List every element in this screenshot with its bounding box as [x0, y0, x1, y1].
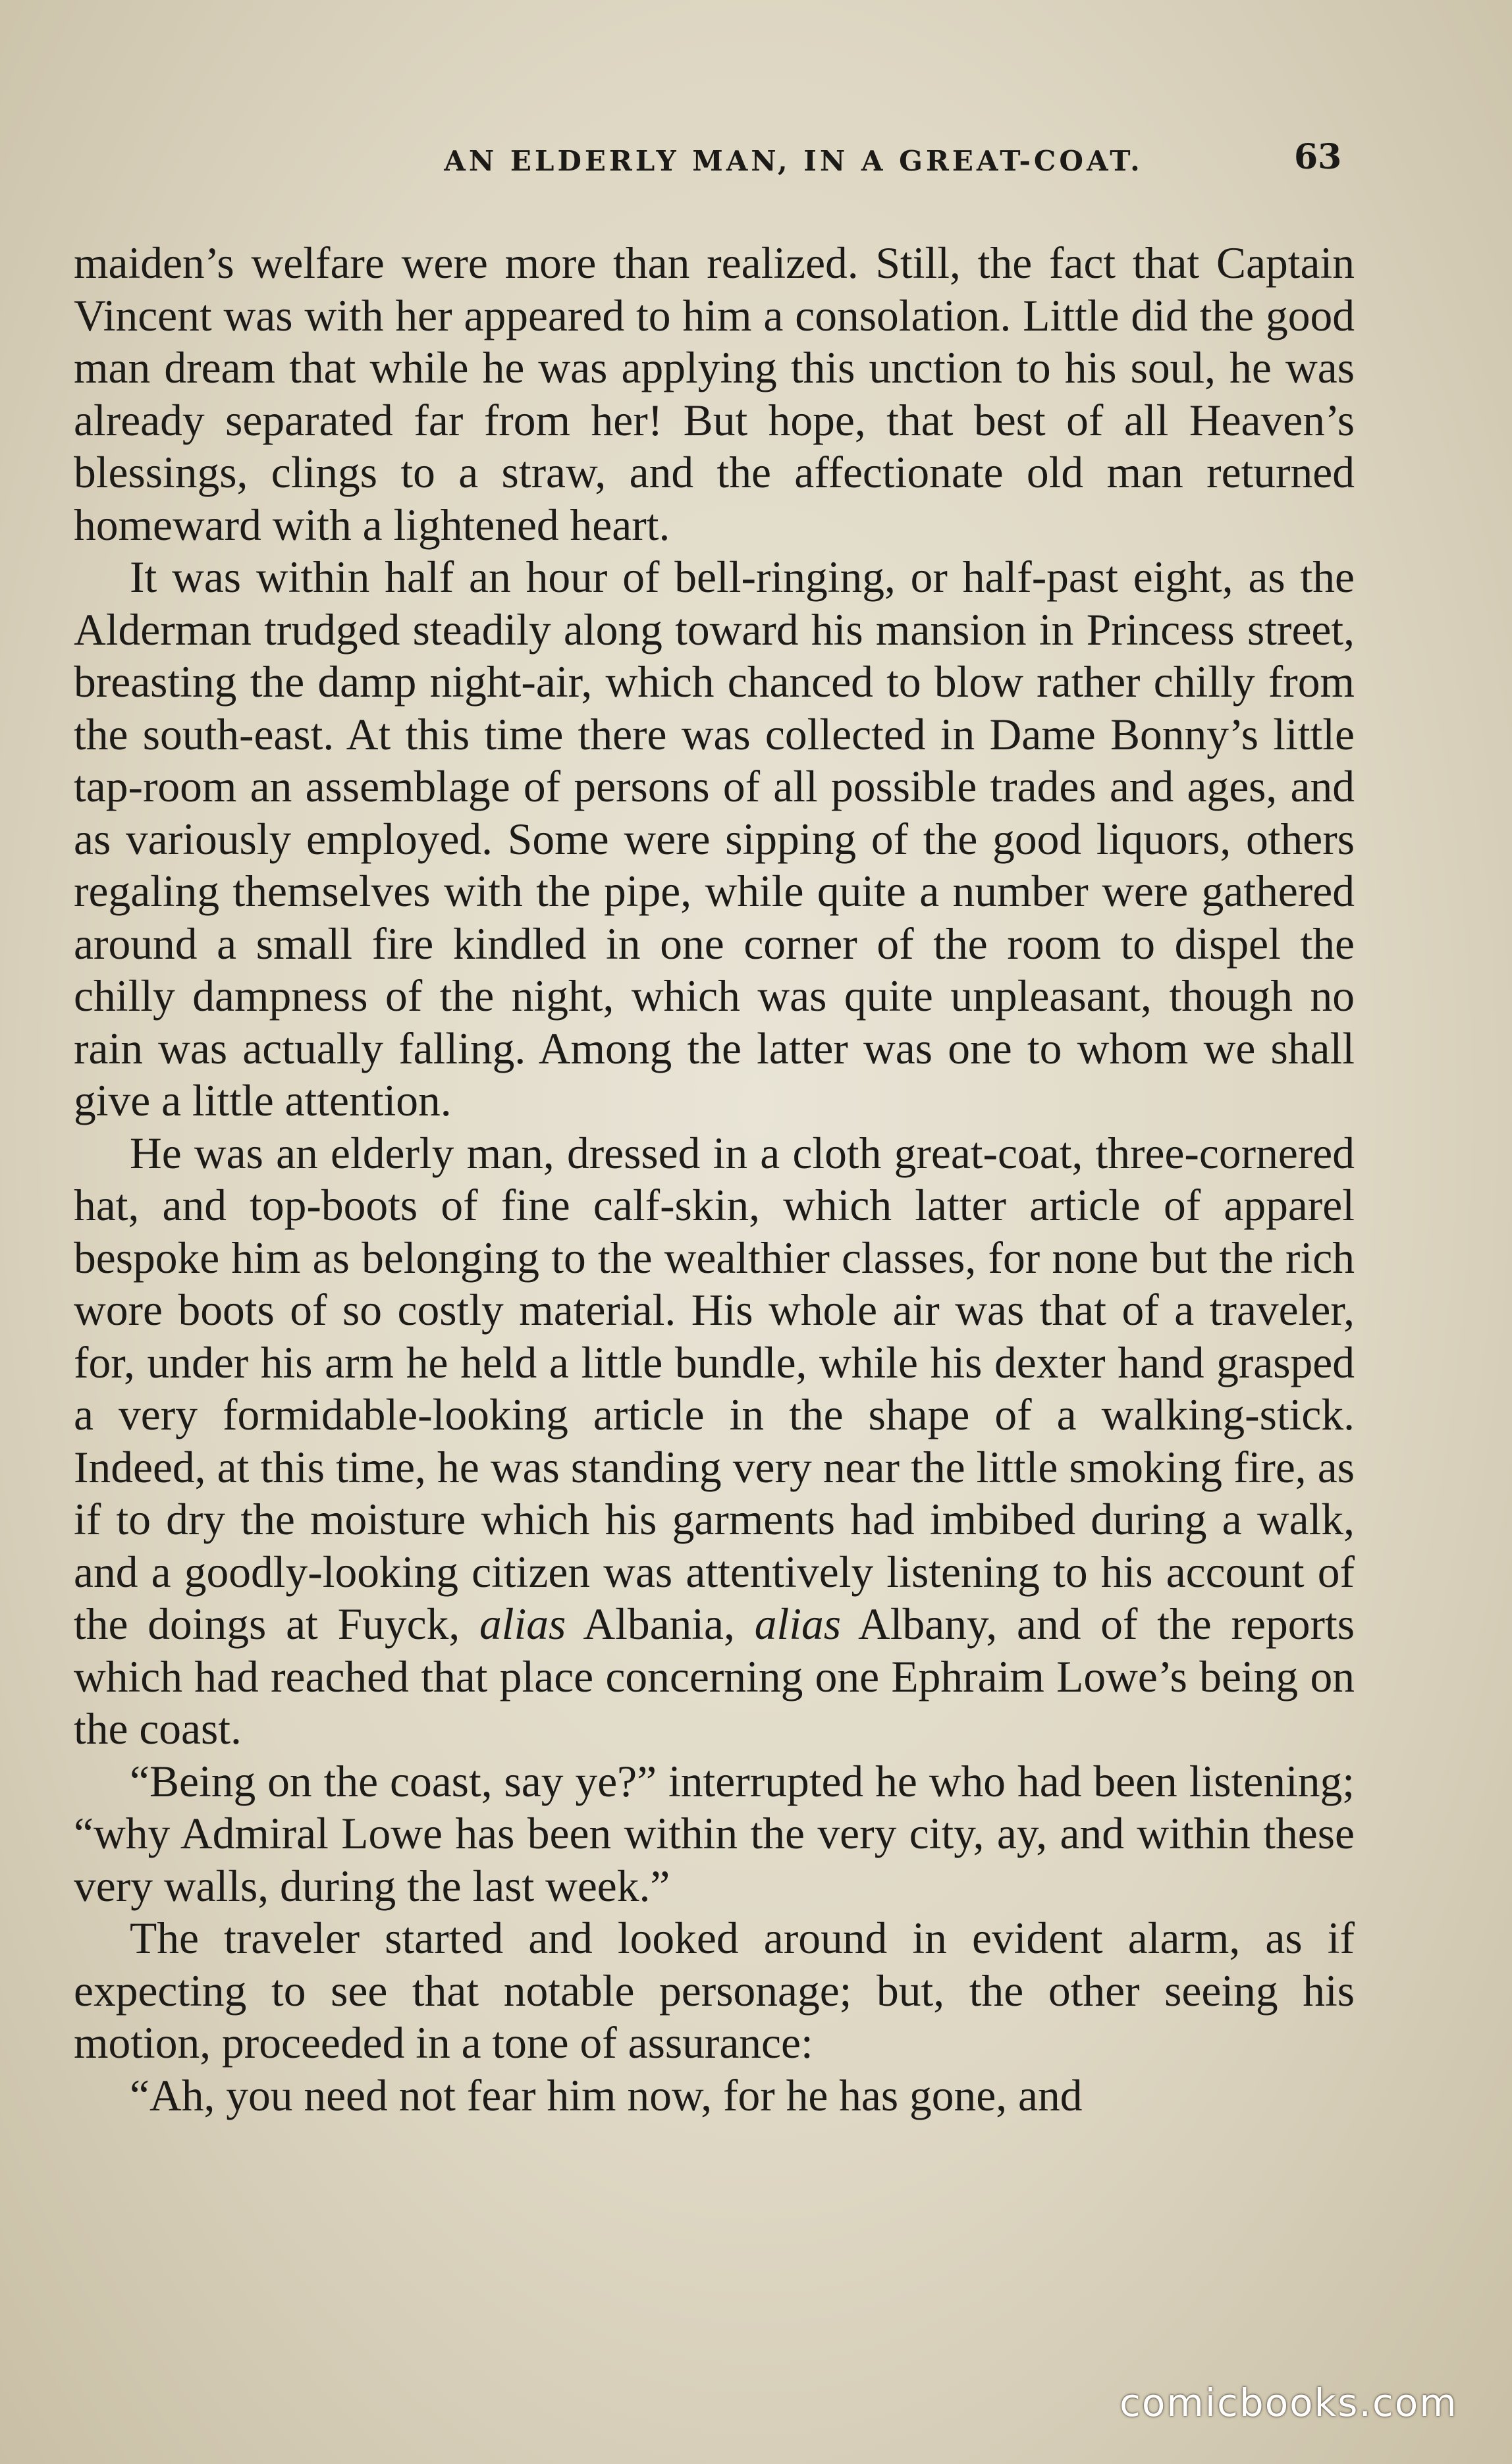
italic-alias-1: alias — [479, 1599, 566, 1649]
body-text — [74, 237, 1355, 2122]
paragraph-3 — [74, 1127, 1355, 1755]
watermark: comicbooks.com — [1120, 2380, 1458, 2425]
italic-alias-2: alias — [754, 1599, 841, 1649]
paragraph-3-text-before: He was an elderly man, dressed in a cloth great-coat, three-cornered hat, and top-boots of fine calf-skin, which latter article of apparel bespoke him as belonging to the wealthier classes, for none but the rich wore boots of so costly material. His whole air was that of a traveler, for, under his arm he held a little bundle, while his dexter hand grasped a very formidable-looking article in the shape of a walking-stick. Indeed, at this time, he was standing very near the little smoking fire, as if to dry the moisture which his garments had imbibed during a walk, and a goodly-looking citizen was attentively listening to his account of the doings at Fuyck, — [74, 1128, 1355, 1649]
paragraph-3-text-after: Albany, and of the reports which had reached that place concerning one Ephraim Lowe’s being on the coast. — [74, 1599, 1355, 1754]
paragraph-6: “Ah, you need not fear him now, for he has gone, and — [130, 2070, 1083, 2120]
running-head: AN ELDERLY MAN, IN A GREAT-COAT. — [444, 145, 1143, 177]
paragraph-1: maiden’s welfare were more than realized. Still, the fact that Captain Vincent was with her appeared to him a consolation. Little did the good man dream that while he was applying this unction to his soul, he was already separated far from her! But hope, that best of all Heaven’s blessings, clings to a straw, and the affectionate old man returned homeward with a lightened heart. — [74, 238, 1355, 550]
paragraph-2: It was within half an hour of bell-ringing, or half-past eight, as the Alderman trudged steadily along toward his mansion in Princess street, breasting the damp night-air, which chanced to blow rather chilly from the south-east. At this time there was collected in Dame Bonny’s little tap-room an assemblage of persons of all possible trades and ages, and as variously employed. Some were sipping of the good liquors, others regaling themselves with the pipe, while quite a number were gathered around a small fire kindled in one corner of the room to dispel the chilly dampness of the night, which was quite unpleasant, though no rain was actually falling. Among the latter was one to whom we shall give a little attention. — [74, 552, 1355, 1125]
page-number: 63 — [1294, 137, 1342, 177]
paragraph-4: “Being on the coast, say ye?” interrupted he who had been listening; “why Admiral Lowe has been within the very city, ay, and within these very walls, during the last week.” — [74, 1756, 1355, 1911]
paragraph-3-text-middle: Albania, — [566, 1599, 755, 1649]
paragraph-5: The traveler started and looked around in evident alarm, as if expecting to see that notable personage; but, the other seeing his motion, proceeded in a tone of assurance: — [74, 1914, 1355, 2068]
